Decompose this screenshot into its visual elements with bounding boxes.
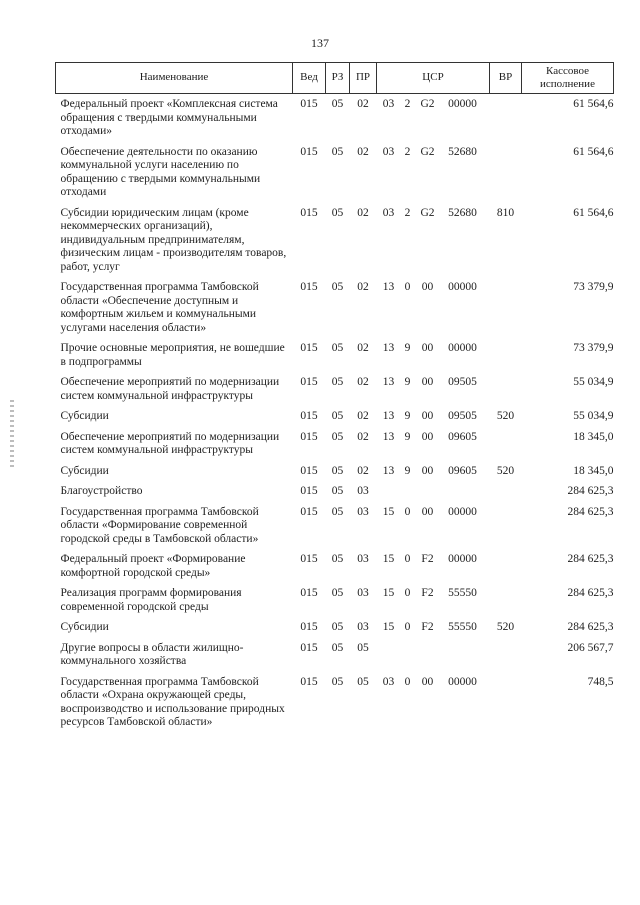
margin-scan-mark xyxy=(10,400,14,470)
row-ved: 015 xyxy=(300,145,318,158)
csr-program: 15 xyxy=(382,621,395,633)
row-pr: 02 xyxy=(357,145,369,158)
row-csr xyxy=(377,277,490,338)
row-name: Прочие основные мероприятия, не вошедшие в подпрограммы xyxy=(60,342,285,368)
row-pr: 02 xyxy=(357,464,369,477)
row-ved: 015 xyxy=(300,430,318,443)
table-row xyxy=(56,638,614,672)
row-vr xyxy=(490,142,522,203)
row-csr xyxy=(377,502,490,550)
row-vr: 810 xyxy=(496,206,515,219)
row-pr: 03 xyxy=(357,485,369,497)
csr-code: 09605 xyxy=(448,464,477,477)
csr-direction: 00 xyxy=(421,430,434,443)
row-pr: 03 xyxy=(357,621,369,633)
row-name: Государственная программа Тамбовской области «Формирование современной городской среды в Тамбовской области» xyxy=(60,505,259,545)
csr-program: 13 xyxy=(382,281,395,293)
row-csr xyxy=(377,461,490,482)
csr-code: 09505 xyxy=(448,376,477,388)
row-name: Федеральный проект «Комплексная система обращения с твердыми коммунальными отходами» xyxy=(60,98,278,137)
row-rz: 05 xyxy=(331,505,344,518)
row-csr xyxy=(377,549,490,583)
csr-direction: G2 xyxy=(420,145,435,158)
row-vr xyxy=(490,502,522,550)
csr-code: 52680 xyxy=(448,206,477,219)
csr-program: 15 xyxy=(382,505,395,518)
row-amount: 61 564,6 xyxy=(573,145,614,158)
csr-code: 55550 xyxy=(448,621,477,633)
row-csr xyxy=(377,142,490,203)
row-name: Обеспечение деятельности по оказанию коммунальной услуги населению по обращению с твердыми коммунальными отходами xyxy=(60,145,261,198)
csr-program: 13 xyxy=(382,376,395,388)
csr-code: 00000 xyxy=(448,98,477,110)
csr-subprogram: 9 xyxy=(404,342,411,354)
row-vr: 520 xyxy=(496,621,515,633)
row-rz: 05 xyxy=(331,675,344,688)
row-name: Федеральный проект «Формирование комфортной городской среды» xyxy=(60,553,246,579)
csr-code: 00000 xyxy=(448,675,477,688)
row-amount: 18 345,0 xyxy=(573,430,614,443)
row-rz: 05 xyxy=(331,641,344,654)
row-rz: 05 xyxy=(331,553,344,565)
csr-program: 15 xyxy=(382,587,395,599)
csr-direction: 00 xyxy=(421,342,434,354)
row-vr xyxy=(490,481,522,502)
csr-subprogram: 9 xyxy=(404,430,411,443)
table-row xyxy=(56,549,614,583)
row-amount: 748,5 xyxy=(587,675,614,688)
table-row xyxy=(56,427,614,461)
row-pr: 02 xyxy=(357,98,369,110)
table-row xyxy=(56,142,614,203)
csr-code: 00000 xyxy=(448,281,477,293)
row-amount: 284 625,3 xyxy=(567,621,614,633)
table-row xyxy=(56,406,614,427)
row-amount: 18 345,0 xyxy=(573,464,614,477)
row-pr: 02 xyxy=(357,281,369,293)
row-vr xyxy=(490,277,522,338)
row-csr xyxy=(377,672,490,733)
page-number: 137 xyxy=(311,36,329,50)
csr-subprogram: 0 xyxy=(404,587,411,599)
row-amount: 284 625,3 xyxy=(567,505,614,518)
row-csr xyxy=(377,338,490,372)
row-ved: 015 xyxy=(300,587,318,599)
row-ved: 015 xyxy=(300,281,318,293)
csr-program: 13 xyxy=(382,410,395,422)
csr-subprogram: 2 xyxy=(404,145,411,158)
row-pr: 02 xyxy=(357,376,369,388)
row-rz: 05 xyxy=(331,410,344,422)
row-pr: 02 xyxy=(357,206,369,219)
row-rz: 05 xyxy=(331,376,344,388)
table-row xyxy=(56,277,614,338)
row-ved: 015 xyxy=(300,553,318,565)
table-row xyxy=(56,481,614,502)
row-rz: 05 xyxy=(331,430,344,443)
row-csr xyxy=(377,372,490,406)
row-csr xyxy=(377,583,490,617)
row-name: Субсидии xyxy=(60,410,109,422)
row-pr: 05 xyxy=(357,641,369,654)
header-amount: Кассовое исполнение xyxy=(522,63,614,94)
header-pr: ПР xyxy=(350,63,377,94)
budget-execution-table xyxy=(55,62,614,733)
row-name: Субсидии xyxy=(60,464,109,477)
csr-subprogram: 0 xyxy=(404,621,411,633)
row-pr: 03 xyxy=(357,553,369,565)
csr-direction: G2 xyxy=(420,98,435,110)
csr-direction: 00 xyxy=(421,281,434,293)
csr-program: 03 xyxy=(382,98,395,110)
row-rz: 05 xyxy=(331,145,344,158)
row-ved: 015 xyxy=(300,98,318,110)
csr-direction: 00 xyxy=(421,675,434,688)
row-csr xyxy=(377,203,490,278)
row-pr: 02 xyxy=(357,410,369,422)
row-pr: 05 xyxy=(357,675,369,688)
row-ved: 015 xyxy=(300,376,318,388)
row-csr xyxy=(377,481,490,502)
csr-program: 03 xyxy=(382,145,395,158)
row-pr: 02 xyxy=(357,342,369,354)
table-row xyxy=(56,372,614,406)
table-row xyxy=(56,672,614,733)
csr-direction: F2 xyxy=(421,553,434,565)
row-amount: 61 564,6 xyxy=(573,206,614,219)
row-ved: 015 xyxy=(300,621,318,633)
row-amount: 73 379,9 xyxy=(573,342,614,354)
csr-program: 15 xyxy=(382,553,395,565)
row-rz: 05 xyxy=(331,587,344,599)
header-csr: ЦСР xyxy=(377,63,490,94)
csr-subprogram: 9 xyxy=(404,410,411,422)
row-rz: 05 xyxy=(331,621,344,633)
row-name: Обеспечение мероприятий по модернизации систем коммунальной инфраструктуры xyxy=(60,376,280,402)
row-name: Субсидии xyxy=(60,621,109,633)
row-pr: 03 xyxy=(357,587,369,599)
row-amount: 55 034,9 xyxy=(573,376,614,388)
csr-code: 00000 xyxy=(448,505,477,518)
header-name: Наименование xyxy=(56,63,293,94)
row-csr xyxy=(377,427,490,461)
csr-direction: G2 xyxy=(420,206,435,219)
table-row xyxy=(56,338,614,372)
table-body xyxy=(56,94,614,733)
row-ved: 015 xyxy=(300,485,318,497)
row-amount: 73 379,9 xyxy=(573,281,614,293)
csr-program: 03 xyxy=(382,675,395,688)
table-row xyxy=(56,203,614,278)
csr-code: 09505 xyxy=(448,410,477,422)
row-rz: 05 xyxy=(331,464,344,477)
csr-direction: F2 xyxy=(421,587,434,599)
csr-program: 13 xyxy=(382,342,395,354)
row-name: Государственная программа Тамбовской области «Охрана окружающей среды, воспроизводство и использование природных ресурсов Тамбовской области» xyxy=(60,675,285,728)
row-ved: 015 xyxy=(300,464,318,477)
row-name: Другие вопросы в области жилищно-коммунального хозяйства xyxy=(60,641,244,667)
row-vr: 520 xyxy=(496,464,515,477)
row-csr xyxy=(377,406,490,427)
row-name: Благоустройство xyxy=(60,485,143,497)
csr-code: 00000 xyxy=(448,553,477,565)
csr-program: 03 xyxy=(382,206,395,219)
row-csr xyxy=(377,94,490,142)
csr-code: 52680 xyxy=(448,145,477,158)
row-pr: 02 xyxy=(357,430,369,443)
row-ved: 015 xyxy=(300,342,318,354)
table-row xyxy=(56,617,614,638)
row-vr xyxy=(490,672,522,733)
row-rz: 05 xyxy=(331,485,344,497)
csr-subprogram: 0 xyxy=(404,281,411,293)
csr-subprogram: 0 xyxy=(404,505,411,518)
row-name: Государственная программа Тамбовской области «Обеспечение доступным и комфортным жильем и коммунальными услугами населения области» xyxy=(60,281,259,334)
row-amount: 284 625,3 xyxy=(567,587,614,599)
row-csr xyxy=(377,617,490,638)
csr-code: 00000 xyxy=(448,342,477,354)
table-header-row xyxy=(56,63,614,94)
csr-program: 13 xyxy=(382,430,395,443)
csr-direction: 00 xyxy=(421,410,434,422)
row-rz: 05 xyxy=(331,281,344,293)
row-name: Субсидии юридическим лицам (кроме некоммерческих организаций), индивидуальным предпринимателям, физическим лицам - производителям товаров, работ, услуг xyxy=(60,206,287,273)
row-rz: 05 xyxy=(331,98,344,110)
row-amount: 284 625,3 xyxy=(567,553,614,565)
row-vr xyxy=(490,372,522,406)
csr-direction: 00 xyxy=(421,464,434,477)
csr-direction: 00 xyxy=(421,505,434,518)
csr-program: 13 xyxy=(382,464,395,477)
table-row xyxy=(56,461,614,482)
csr-code: 55550 xyxy=(448,587,477,599)
row-ved: 015 xyxy=(300,206,318,219)
table-row xyxy=(56,502,614,550)
row-csr xyxy=(377,638,490,672)
csr-subprogram: 9 xyxy=(404,376,411,388)
row-amount: 55 034,9 xyxy=(573,410,614,422)
row-vr xyxy=(490,583,522,617)
table-row xyxy=(56,583,614,617)
header-rz: РЗ xyxy=(326,63,350,94)
row-ved: 015 xyxy=(300,675,318,688)
csr-direction: F2 xyxy=(421,621,434,633)
row-vr xyxy=(490,549,522,583)
csr-subprogram: 0 xyxy=(404,553,411,565)
header-vr: ВР xyxy=(490,63,522,94)
table-row xyxy=(56,94,614,142)
row-pr: 03 xyxy=(357,505,369,518)
row-ved: 015 xyxy=(300,505,318,518)
row-vr xyxy=(490,638,522,672)
csr-subprogram: 0 xyxy=(404,675,411,688)
header-ved: Вед xyxy=(293,63,326,94)
row-rz: 05 xyxy=(331,342,344,354)
csr-subprogram: 9 xyxy=(404,464,411,477)
row-ved: 015 xyxy=(300,410,318,422)
row-amount: 61 564,6 xyxy=(573,98,614,110)
row-amount: 206 567,7 xyxy=(567,641,614,654)
row-vr xyxy=(490,338,522,372)
csr-subprogram: 2 xyxy=(404,206,411,219)
row-vr: 520 xyxy=(496,410,515,422)
row-rz: 05 xyxy=(331,206,344,219)
row-name: Обеспечение мероприятий по модернизации систем коммунальной инфраструктуры xyxy=(60,430,280,456)
row-amount: 284 625,3 xyxy=(567,485,614,497)
csr-subprogram: 2 xyxy=(404,98,411,110)
csr-code: 09605 xyxy=(448,430,477,443)
row-vr xyxy=(490,94,522,142)
row-vr xyxy=(490,427,522,461)
csr-direction: 00 xyxy=(421,376,434,388)
row-ved: 015 xyxy=(300,641,318,654)
row-name: Реализация программ формирования современной городской среды xyxy=(60,587,242,613)
